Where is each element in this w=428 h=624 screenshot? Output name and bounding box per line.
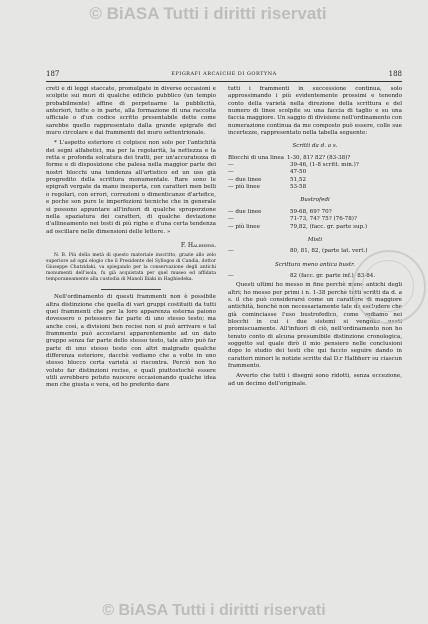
- left-paragraph-2: * L'aspetto esteriore ci colpisce non solo per l'antichità dei segni alfabetici, ma per la regolarità, la nettezza e la retta e profonda solcatura dei tratti, per un'accuratezza di forme e di disposizione che palesa nella maggior parte dei nostri blocchi una tendenza all'artistico ed un uso già progredito della scrittura monumentale. Rare sono le epigrafi vergate da mano inesperta, con caratteri men belli o regolari, con errori, correzioni o dimenticanze d'artefice, e poche son pure le imperfezioni tecniche che in generale si possono appuntare all'infuori di qualche sproporzione nella spaziatura dei caratteri, di qualche deviazione d'allineamento nei testi di più righe e d'una certa tendenza ad oscillare nelle dimensioni delle lettere. »: [46, 140, 216, 235]
- table-row-value: 71-73, 74? 75? (76-78)?: [290, 216, 357, 223]
- table-row: [228, 184, 402, 191]
- footnote: N. B. Più della metà di questo materiale inscritto, grazie allo zelo superiore ad ogni elogio che il Presidente del Syllogos di Candia, dottor Giuseppe Chatzidaki, va spiegando per la conservazione degli antichi monumenti dell'isola, fu già acquistata per quel museo ed affidata temporaneamente alla custodia di Manoli Iliaki in Haghiodeka.: [46, 253, 216, 283]
- table-row-value: 80, 81, 82, (parte lat. vert.): [290, 248, 368, 255]
- page-number-right: 188: [388, 70, 402, 78]
- table-row-label: —: [228, 216, 234, 223]
- table-row: [228, 155, 402, 162]
- table-row-value: 1-30, 81? 82? (83-38)?: [287, 154, 351, 161]
- section-divider: [101, 289, 161, 290]
- table-row-label: — più linee: [228, 184, 260, 191]
- table-row: [228, 224, 402, 231]
- table-row-value: 51,52: [290, 176, 307, 183]
- right-paragraph-2: Questi ultimi ho messo in fine perchè meno antichi degli altri; ho messo per primi i n. 1-38 perchè tutti scritti da d. a s. il che può considerarsi come un carattere di maggiore antichità, benchè non necessariamente tale da escludere che già cominciasse l'uso bustrofedico, come vediamo nei blocchi in cui i due sistemi si vengono usati promiscuamente. All'infuori di ciò, nell'ordinamento non ho tenuto conto di alcuna presumibile distinzione cronologica, soggetto sul quale dirò il mio pensiero nelle conclusioni dopo lo studio dei testi che qui faccio seguire dando in caratteri minori le notizie scritte dal D.r Halbherr su ciascun frammento.: [228, 282, 402, 369]
- watermark-bottom: © BiASA Tutti i diritti riservati: [102, 602, 326, 619]
- table-row-value: 82 (facc. gr. parte inf.), 83-84.: [290, 272, 376, 279]
- left-column: [46, 86, 216, 393]
- page-number-left: 187: [46, 70, 60, 78]
- table-caption: Scrittura meno antica bustr.: [274, 261, 356, 268]
- table-row-value: 53-58: [290, 184, 307, 191]
- left-paragraph-3: Nell'ordinamento di questi frammenti non è possibile altra distinzione che quella di vari gruppi costituiti da tutti quei frammenti che per la loro apparenza esterna paiono dovessero o potessero far parte di uno stesso testo; ma anche così, a divisioni ben recise non si può arrivare e tal frammento può accostarsi apparentemente ad un dato gruppo senza far parte dello stesso testo, tale altro può far parte di uno stesso testo con altri malgrado qualche differenza esteriore, dacchè vediamo che a volte in uno stesso blocco certa varietà si riscontra. Perciò non ho voluto far distinzioni recise, e quali piuttostochè essere utili avrebbero potuto nuocere occasionando qualche idea men che giusta e vera, ed ho preferito dare: [46, 294, 216, 389]
- table-row-label: Blocchi di una linea: [228, 154, 284, 161]
- running-title: EPIGRAFI ARCAICHE DI GORTYNA: [171, 71, 277, 77]
- table-row-value: 79,82, (facc. gr. parte sup.): [290, 223, 368, 230]
- table-row: [228, 216, 402, 223]
- library-stamp-inner: [362, 260, 414, 312]
- table-row-label: —: [228, 248, 234, 255]
- table-row-label: —: [228, 162, 234, 169]
- table-row-label: — due linee: [228, 208, 262, 215]
- table-row: [228, 169, 402, 176]
- right-paragraph-1: tutti i frammenti in successione continua, solo approssimando i più evidentemente prossimi e tenendo conto della varietà nella direzione della scrittura e del numero di linee scolpite su una faccia di taglio e su una faccia maggiore. Un saggio di divisione nell'ordinamento con numerazione continua da me composto può essere, colle sue incertezze, rappresentato nella tabella seguente:: [228, 86, 402, 137]
- right-column: [228, 86, 402, 391]
- table-caption: Bustrofedi: [300, 197, 330, 204]
- table-row-value: 39-46, (1-8 scritt. min.)?: [290, 162, 359, 169]
- table-row-value: 59-68, 69? 70?: [290, 208, 332, 215]
- table-row-label: — più linee: [228, 223, 260, 230]
- right-paragraph-3: Avverto che tutti i disegni sono ridotti, senza eccezione, ad un decimo dell'originale.: [228, 373, 402, 387]
- table-caption: Scritti da d. a s.: [292, 143, 338, 150]
- table-row-label: —: [228, 169, 234, 176]
- signature: F. Halbherr.: [180, 241, 216, 249]
- table-group: [228, 155, 402, 192]
- table-caption: Misti: [307, 236, 323, 243]
- left-paragraph-1: creti e di leggi staccate, promulgate in diverse occasioni e scolpite sui muri di qualche edificio pubblico (un tempio probabilmente) affine di perpetuarne la pubblicità, anteriori, tutte o in parte, alla formazione di una raccolta ufficiale o d'un codice scritto presentabile dette come sarebbe quello rappresentato dalla grande epigrafe del muro circolare e dai frammenti del muro settentrionale.: [46, 86, 216, 137]
- table-row: [228, 162, 402, 169]
- table-row-value: 47-50: [290, 169, 307, 176]
- table-row-label: —: [228, 272, 234, 279]
- table-row-label: — due linee: [228, 176, 262, 183]
- table-group: [228, 209, 402, 231]
- watermark-top: © BiASA Tutti i diritti riservati: [89, 4, 327, 23]
- header-rule: [46, 81, 402, 82]
